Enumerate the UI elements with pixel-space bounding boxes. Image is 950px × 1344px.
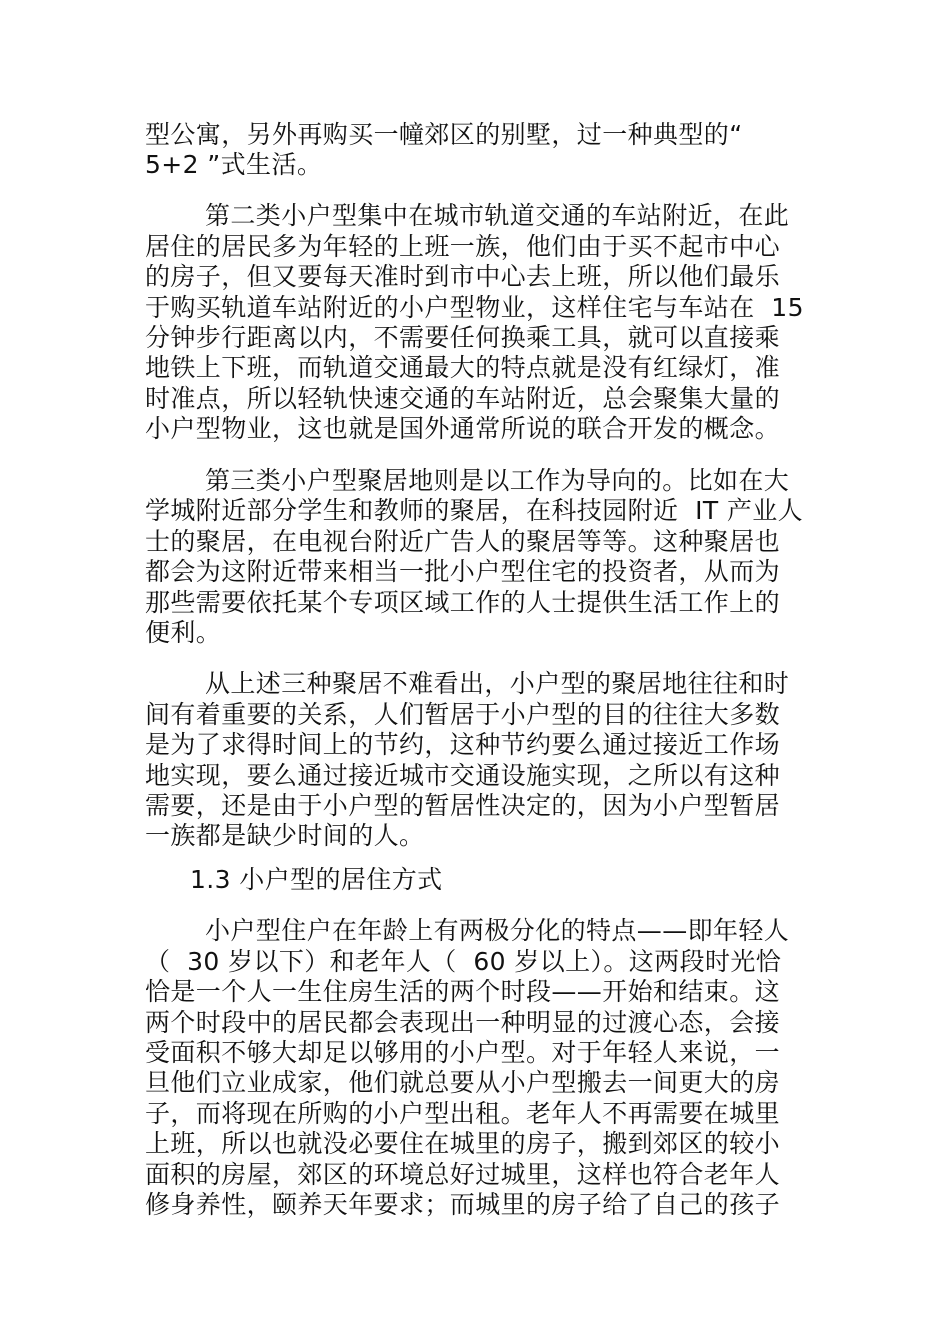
text-line: 便利。 — [145, 618, 222, 647]
text-line: 小户型住户在年龄上有两极分化的特点——即年轻人 — [205, 916, 790, 945]
text-line: （ 30 岁以下）和老年人（ 60 岁以上）。这两段时光恰 — [145, 947, 782, 976]
text-line: 5+2 ”式生活。 — [145, 150, 323, 179]
text-line: 那些需要依托某个专项区域工作的人士提供生活工作上的 — [145, 588, 781, 617]
text-line: 受面积不够大却足以够用的小户型。对于年轻人来说，一 — [145, 1038, 781, 1067]
text-line: 需要，还是由于小户型的暂居性决定的，因为小户型暂居 — [145, 791, 781, 820]
text-line: 间有着重要的关系，人们暂居于小户型的目的往往大多数 — [145, 700, 781, 729]
text-line: 从上述三种聚居不难看出，小户型的聚居地往往和时 — [205, 669, 790, 698]
text-line: 士的聚居，在电视台附近广告人的聚居等等。这种聚居也 — [145, 527, 781, 556]
text-line: 面积的房屋，郊区的环境总好过城里，这样也符合老年人 — [145, 1160, 781, 1189]
text-line: 型公寓，另外再购买一幢郊区的别墅，过一种典型的“ — [145, 120, 743, 149]
text-line: 第三类小户型聚居地则是以工作为导向的。比如在大 — [205, 466, 790, 495]
text-line: 两个时段中的居民都会表现出一种明显的过渡心态，会接 — [145, 1008, 781, 1037]
section-heading-text: 1.3 小户型的居住方式 — [190, 865, 443, 894]
text-line: 子，而将现在所购的小户型出租。老年人不再需要在城里 — [145, 1099, 781, 1128]
text-line: 上班，所以也就没必要住在城里的房子，搬到郊区的较小 — [145, 1129, 781, 1158]
text-line: 是为了求得时间上的节约，这种节约要么通过接近工作场 — [145, 730, 781, 759]
text-line: 小户型物业，这也就是国外通常所说的联合开发的概念。 — [145, 414, 781, 443]
text-line: 都会为这附近带来相当一批小户型住宅的投资者，从而为 — [145, 557, 781, 586]
text-line: 第二类小户型集中在城市轨道交通的车站附近，在此 — [205, 201, 790, 230]
text-line: 恰是一个人一生住房生活的两个时段——开始和结束。这 — [145, 977, 781, 1006]
text-line: 居住的居民多为年轻的上班一族，他们由于买不起市中心 — [145, 232, 781, 261]
text-line: 地铁上下班，而轨道交通最大的特点就是没有红绿灯，准 — [145, 353, 781, 382]
text-line: 一族都是缺少时间的人。 — [145, 821, 425, 850]
text-line: 分钟步行距离以内，不需要任何换乘工具，就可以直接乘 — [145, 323, 781, 352]
text-line: 于购买轨道车站附近的小户型物业，这样住宅与车站在 15 — [145, 293, 804, 322]
text-line: 时准点，所以轻轨快速交通的车站附近，总会聚集大量的 — [145, 384, 781, 413]
text-line: 学城附近部分学生和教师的聚居，在科技园附近 IT 产业人 — [145, 496, 804, 525]
text-line: 旦他们立业成家，他们就总要从小户型搬去一间更大的房 — [145, 1068, 781, 1097]
text-line: 修身养性，颐养天年要求；而城里的房子给了自己的孩子 — [145, 1190, 781, 1219]
text-line: 的房子，但又要每天准时到市中心去上班，所以他们最乐 — [145, 262, 781, 291]
text-line: 地实现，要么通过接近城市交通设施实现，之所以有这种 — [145, 761, 781, 790]
